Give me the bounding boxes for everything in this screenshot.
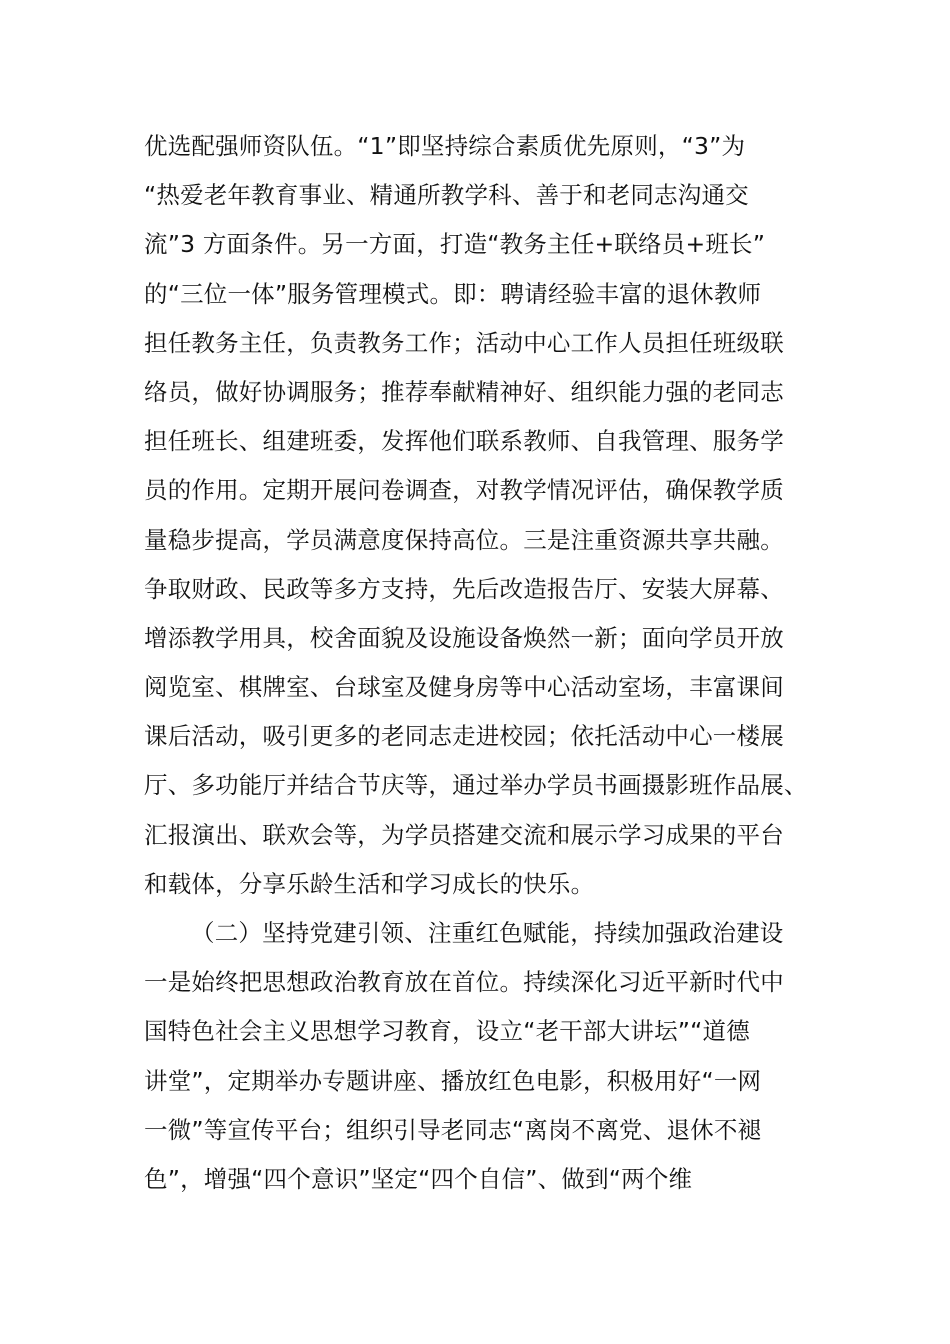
text-line-2: “热爱老年教育事业、精通所教学科、善于和老同志沟通交 bbox=[144, 181, 749, 210]
text-line-19: 国特色社会主义思想学习教育，设立“老干部大讲坛”“道德 bbox=[144, 1017, 750, 1046]
text-line-8: 员的作用。定期开展问卷调查，对教学情况评估，确保教学质 bbox=[144, 476, 784, 505]
text-line-5: 担任教务主任，负责教务工作；活动中心工作人员担任班级联 bbox=[144, 328, 784, 357]
text-line-3: 流”3 方面条件。另一方面，打造“教务主任+联络员+班长” bbox=[144, 230, 766, 259]
text-line-10: 争取财政、民政等多方支持，先后改造报告厅、安装大屏幕、 bbox=[144, 574, 784, 603]
text-line-12: 阅览室、棋牌室、台球室及健身房等中心活动室场，丰富课间 bbox=[144, 673, 784, 702]
text-line-18: 一是始终把思想政治教育放在首位。持续深化习近平新时代中 bbox=[144, 968, 784, 997]
text-line-20: 讲堂”，定期举办专题讲座、播放红色电影，积极用好“一网 bbox=[144, 1066, 762, 1095]
text-line-9: 量稳步提高，学员满意度保持高位。三是注重资源共享共融。 bbox=[144, 525, 784, 554]
text-line-22: 色”，增强“四个意识”坚定“四个自信”、做到“两个维 bbox=[144, 1164, 693, 1193]
text-line-4: 的“三位一体”服务管理模式。即：聘请经验丰富的退休教师 bbox=[144, 279, 762, 308]
text-line-16: 和载体，分享乐龄生活和学习成长的快乐。 bbox=[144, 869, 595, 898]
section-heading: （二）坚持党建引领、注重红色赋能，持续加强政治建设 bbox=[191, 919, 784, 947]
text-line-15: 汇报演出、联欢会等，为学员搭建交流和展示学习成果的平台 bbox=[144, 820, 784, 849]
text-line-13: 课后活动，吸引更多的老同志走进校园；依托活动中心一楼展 bbox=[144, 722, 784, 751]
text-line-6: 络员，做好协调服务；推荐奉献精神好、组织能力强的老同志 bbox=[144, 377, 784, 406]
body-text bbox=[144, 122, 824, 1204]
text-line-1: 优选配强师资队伍。“1”即坚持综合素质优先原则，“3”为 bbox=[144, 132, 746, 160]
text-line-14: 厅、多功能厅并结合节庆等，通过举办学员书画摄影班作品展、 bbox=[144, 771, 808, 800]
text-line-11: 增添教学用具，校舍面貌及设施设备焕然一新；面向学员开放 bbox=[144, 623, 784, 652]
text-line-7: 担任班长、组建班委，发挥他们联系教师、自我管理、服务学 bbox=[144, 427, 784, 456]
text-line-21: 一微”等宣传平台；组织引导老同志“离岗不离党、退休不褪 bbox=[144, 1115, 762, 1144]
